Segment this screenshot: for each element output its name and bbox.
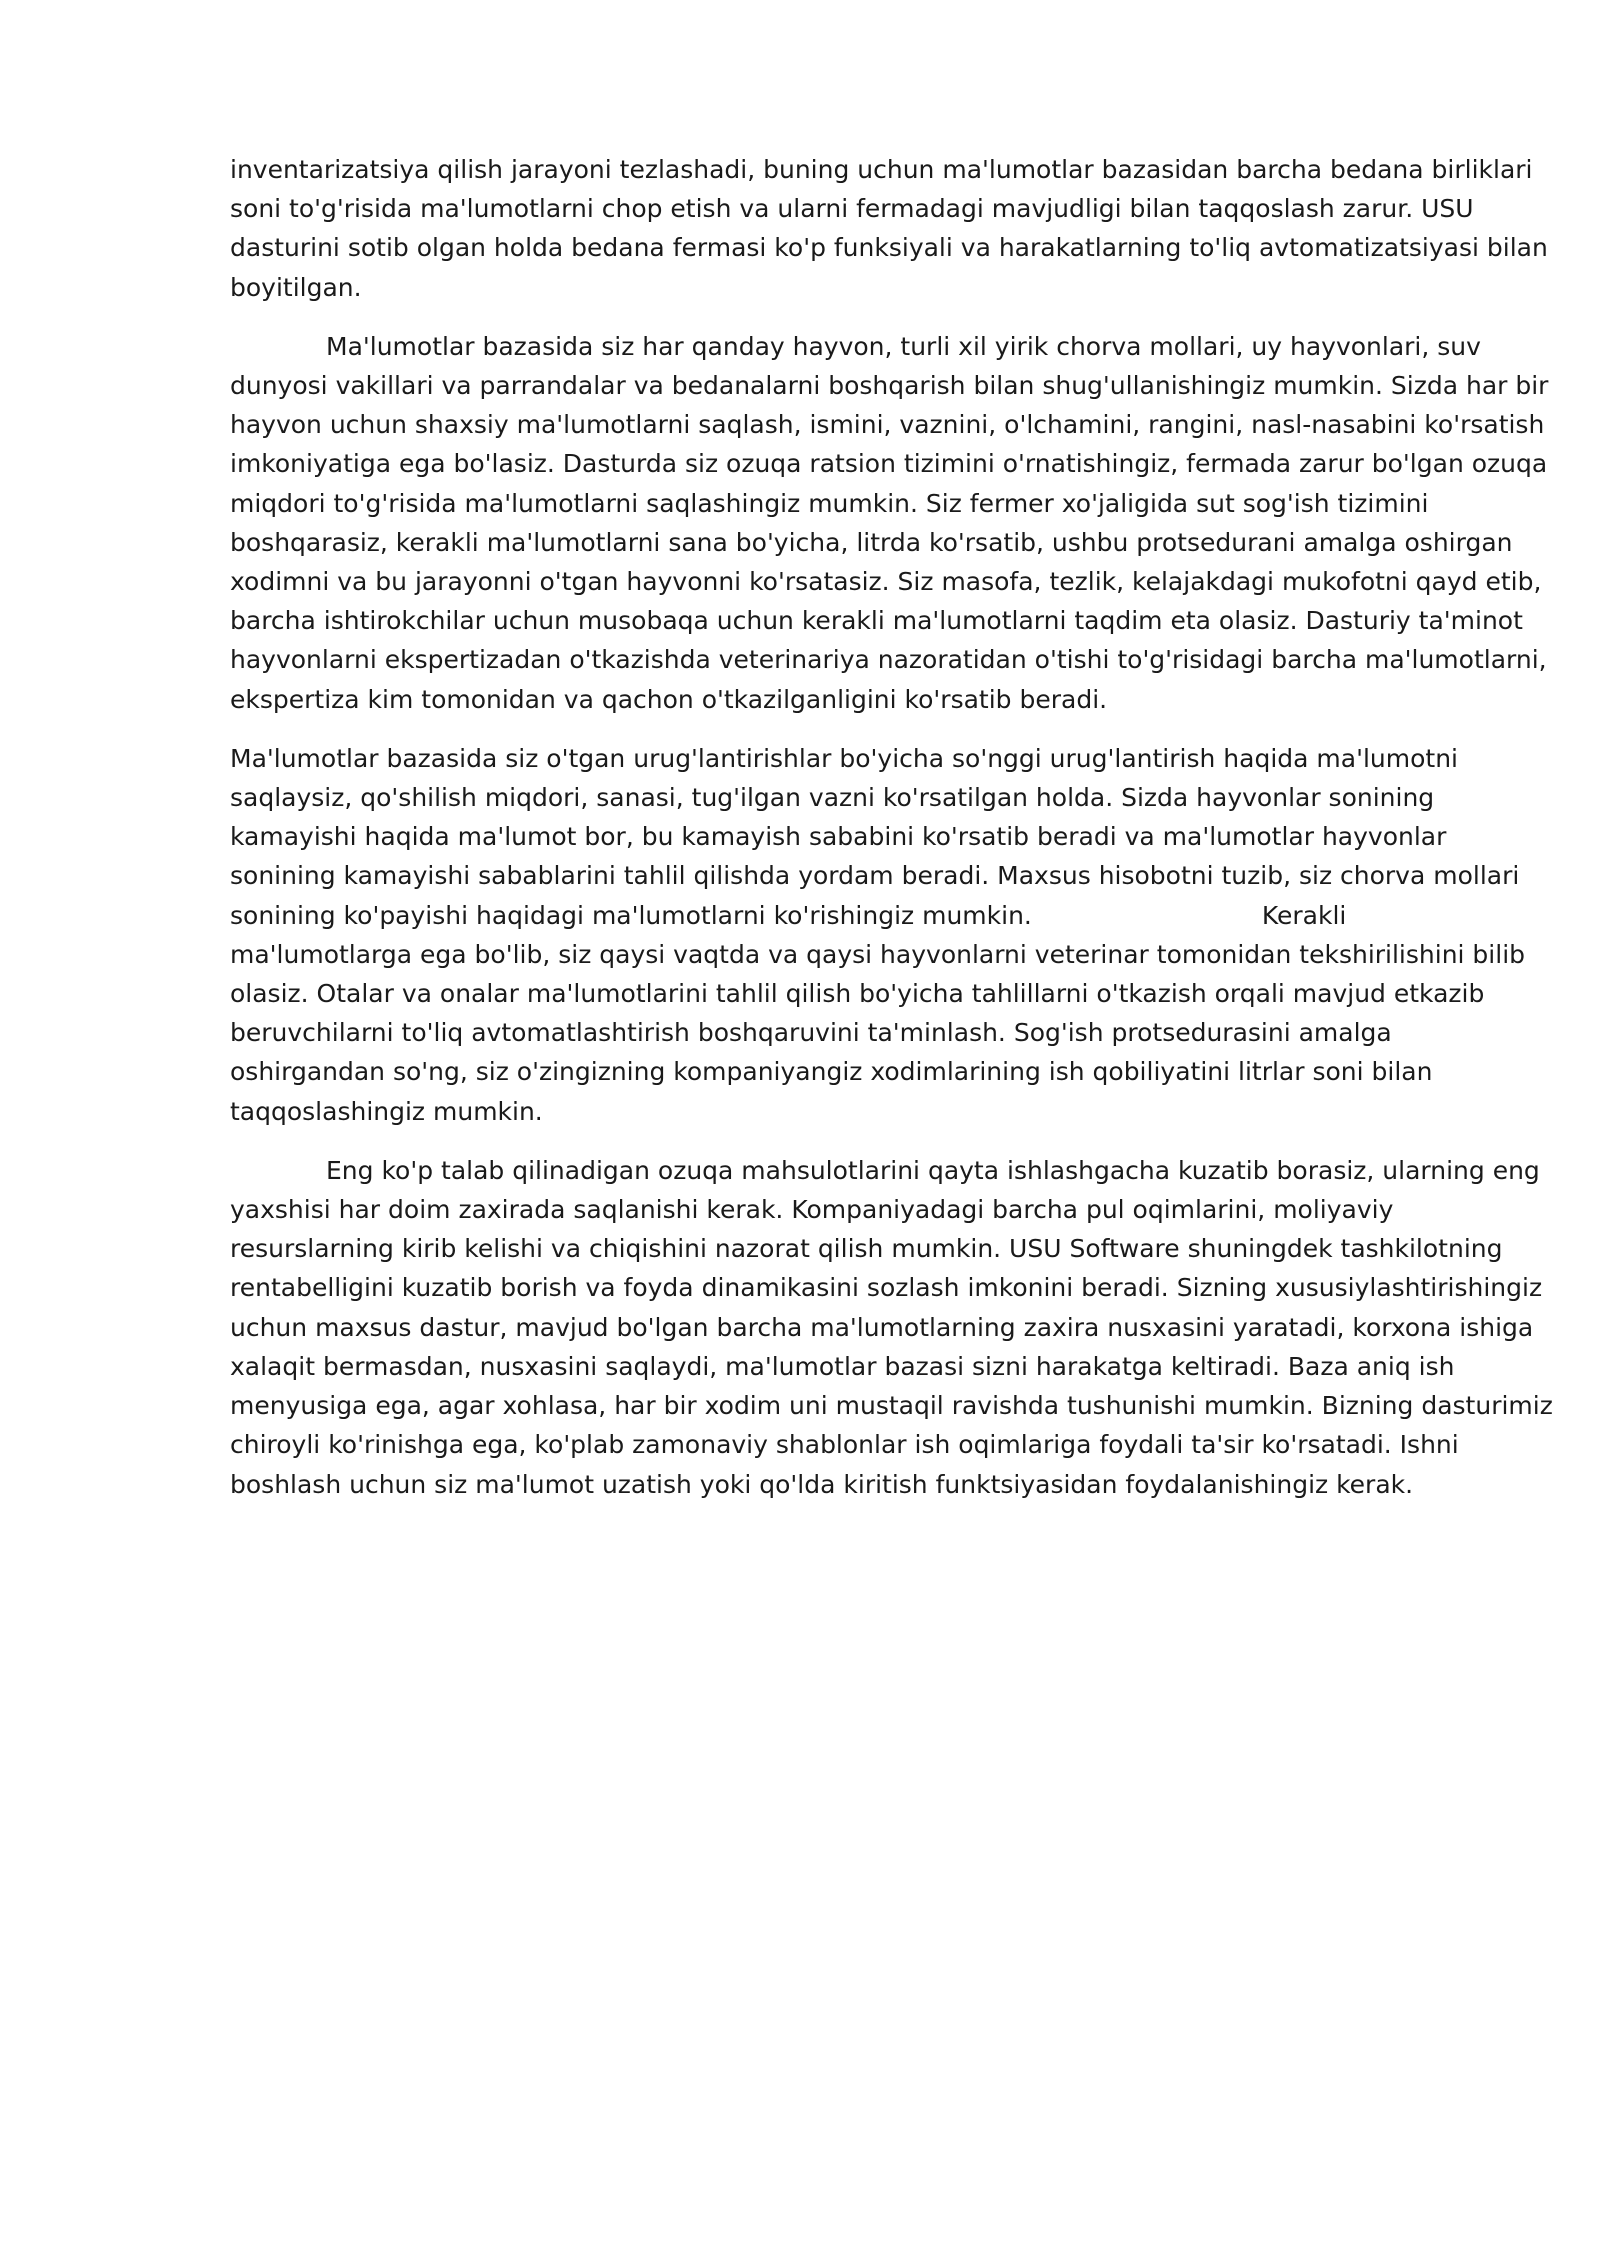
- text-line-content: Eng ko'p talab qilinadigan ozuqa mahsulotlarini qayta ishlashgacha kuzatib borasiz, ularning eng: [326, 1155, 1540, 1185]
- text-line: inventarizatsiya qilish jarayoni tezlashadi, buning uchun ma'lumotlar bazasidan barcha bedana birliklari: [230, 155, 1533, 184]
- text-line: soni to'g'risida ma'lumotlarni chop etish va ularni fermadagi mavjudligi bilan taqqoslash zarur. USU: [230, 194, 1474, 224]
- text-line: oshirgandan so'ng, siz o'zingizning kompaniyangiz xodimlarining ish qobiliyatini litrlar soni bilan: [230, 1057, 1433, 1087]
- text-line: resurslarning kirib kelishi va chiqishini nazorat qilish mumkin. USU Software shuningdek tashkilotning: [230, 1234, 1503, 1264]
- text-line: dunyosi vakillari va parrandalar va bedanalarni boshqarish bilan shug'ullanishingiz mumkin. Sizda har bir: [230, 371, 1549, 401]
- text-line: imkoniyatiga ega bo'lasiz. Dasturda siz ozuqa ratsion tizimini o'rnatishingiz, fermada zarur bo'lgan ozuqa: [230, 449, 1548, 479]
- text-line: chiroyli ko'rinishga ega, ko'plab zamonaviy shablonlar ish oqimlariga foydali ta'sir ko'rsatadi. Ishni: [230, 1430, 1459, 1460]
- text-line: xodimni va bu jarayonni o'tgan hayvonni ko'rsatasiz. Siz masofa, tezlik, kelajakdagi mukofotni qayd etib,: [230, 567, 1542, 597]
- text-line-content: Ma'lumotlar bazasida siz har qanday hayvon, turli xil yirik chorva mollari, uy hayvonlari, suv: [326, 331, 1481, 361]
- text-line: barcha ishtirokchilar uchun musobaqa uchun kerakli ma'lumotlarni taqdim eta olasiz. Dasturiy ta'minot: [230, 606, 1523, 636]
- text-line: olasiz. Otalar va onalar ma'lumotlarini tahlil qilish bo'yicha tahlillarni o'tkazish orqali mavjud etkazib: [230, 979, 1485, 1009]
- paragraph-1: [230, 150, 1548, 307]
- text-line: dasturini sotib olgan holda bedana fermasi ko'p funksiyali va harakatlarning to'liq avtomatizatsiyasi bilan: [230, 233, 1548, 263]
- text-line: rentabelligini kuzatib borish va foyda dinamikasini sozlash imkonini beradi. Sizning xususiylashtirishingiz: [230, 1273, 1543, 1303]
- text-line-content: Kerakli: [1261, 900, 1347, 930]
- text-line: saqlaysiz, qo'shilish miqdori, sanasi, tug'ilgan vazni ko'rsatilgan holda. Sizda hayvonlar sonining: [230, 783, 1435, 813]
- text-line: taqqoslashingiz mumkin.: [230, 1096, 543, 1126]
- text-line-with-gap: [230, 896, 1498, 935]
- text-line: beruvchilarni to'liq avtomatlashtirish boshqaruvini ta'minlash. Sog'ish protsedurasini amalga: [230, 1018, 1392, 1048]
- text-line: xalaqit bermasdan, nusxasini saqlaydi, ma'lumotlar bazasi sizni harakatga keltiradi. Baza aniq ish: [230, 1351, 1455, 1381]
- text-line: uchun maxsus dastur, mavjud bo'lgan barcha ma'lumotlarning zaxira nusxasini yaratadi, korxona ishiga: [230, 1312, 1534, 1342]
- text-line: Ma'lumotlar bazasida siz o'tgan urug'lantirishlar bo'yicha so'nggi urug'lantirish haqida ma'lumotni: [230, 743, 1458, 773]
- text-line-content: sonining ko'payishi haqidagi ma'lumotlarni ko'rishingiz mumkin.: [230, 900, 1032, 930]
- text-line: sonining kamayishi sabablarini tahlil qilishda yordam beradi. Maxsus hisobotni tuzib, siz chorva mollari: [230, 861, 1520, 891]
- text-line: miqdori to'g'risida ma'lumotlarni saqlashingiz mumkin. Siz fermer xo'jaligida sut sog'ish tizimini: [230, 488, 1429, 518]
- text-line: kamayishi haqida ma'lumot bor, bu kamayish sababini ko'rsatib beradi va ma'lumotlar hayvonlar: [230, 822, 1447, 852]
- text-line: boyitilgan.: [230, 272, 362, 302]
- text-line: ekspertiza kim tomonidan va qachon o'tkazilganligini ko'rsatib beradi.: [230, 684, 1108, 714]
- text-line: boshlash uchun siz ma'lumot uzatish yoki qo'lda kiritish funktsiyasidan foydalanishingiz kerak.: [230, 1469, 1414, 1499]
- text-line-indented: [230, 327, 1498, 366]
- text-line: hayvon uchun shaxsiy ma'lumotlarni saqlash, ismini, vaznini, o'lchamini, rangini, nasl-nasabini ko'rsatish: [230, 410, 1545, 440]
- paragraph-4: [230, 1151, 1553, 1504]
- text-line: hayvonlarni ekspertizadan o'tkazishda veterinariya nazoratidan o'tishi to'g'risidagi barcha ma'lumotlarni,: [230, 645, 1547, 675]
- text-line: ma'lumotlarga ega bo'lib, siz qaysi vaqtda va qaysi hayvonlarni veterinar tomonidan tekshirilishini bilib: [230, 939, 1526, 969]
- text-line-indented: [230, 1151, 1540, 1190]
- text-line: boshqarasiz, kerakli ma'lumotlarni sana bo'yicha, litrda ko'rsatib, ushbu protsedurani amalga oshirgan: [230, 527, 1513, 557]
- text-line: yaxshisi har doim zaxirada saqlanishi kerak. Kompaniyadagi barcha pul oqimlarini, moliyaviy: [230, 1195, 1394, 1225]
- paragraph-3: [230, 739, 1526, 1131]
- document-body: [230, 150, 1553, 1524]
- paragraph-2: [230, 327, 1549, 719]
- text-line: menyusiga ega, agar xohlasa, har bir xodim uni mustaqil ravishda tushunishi mumkin. Bizning dasturimiz: [230, 1391, 1553, 1421]
